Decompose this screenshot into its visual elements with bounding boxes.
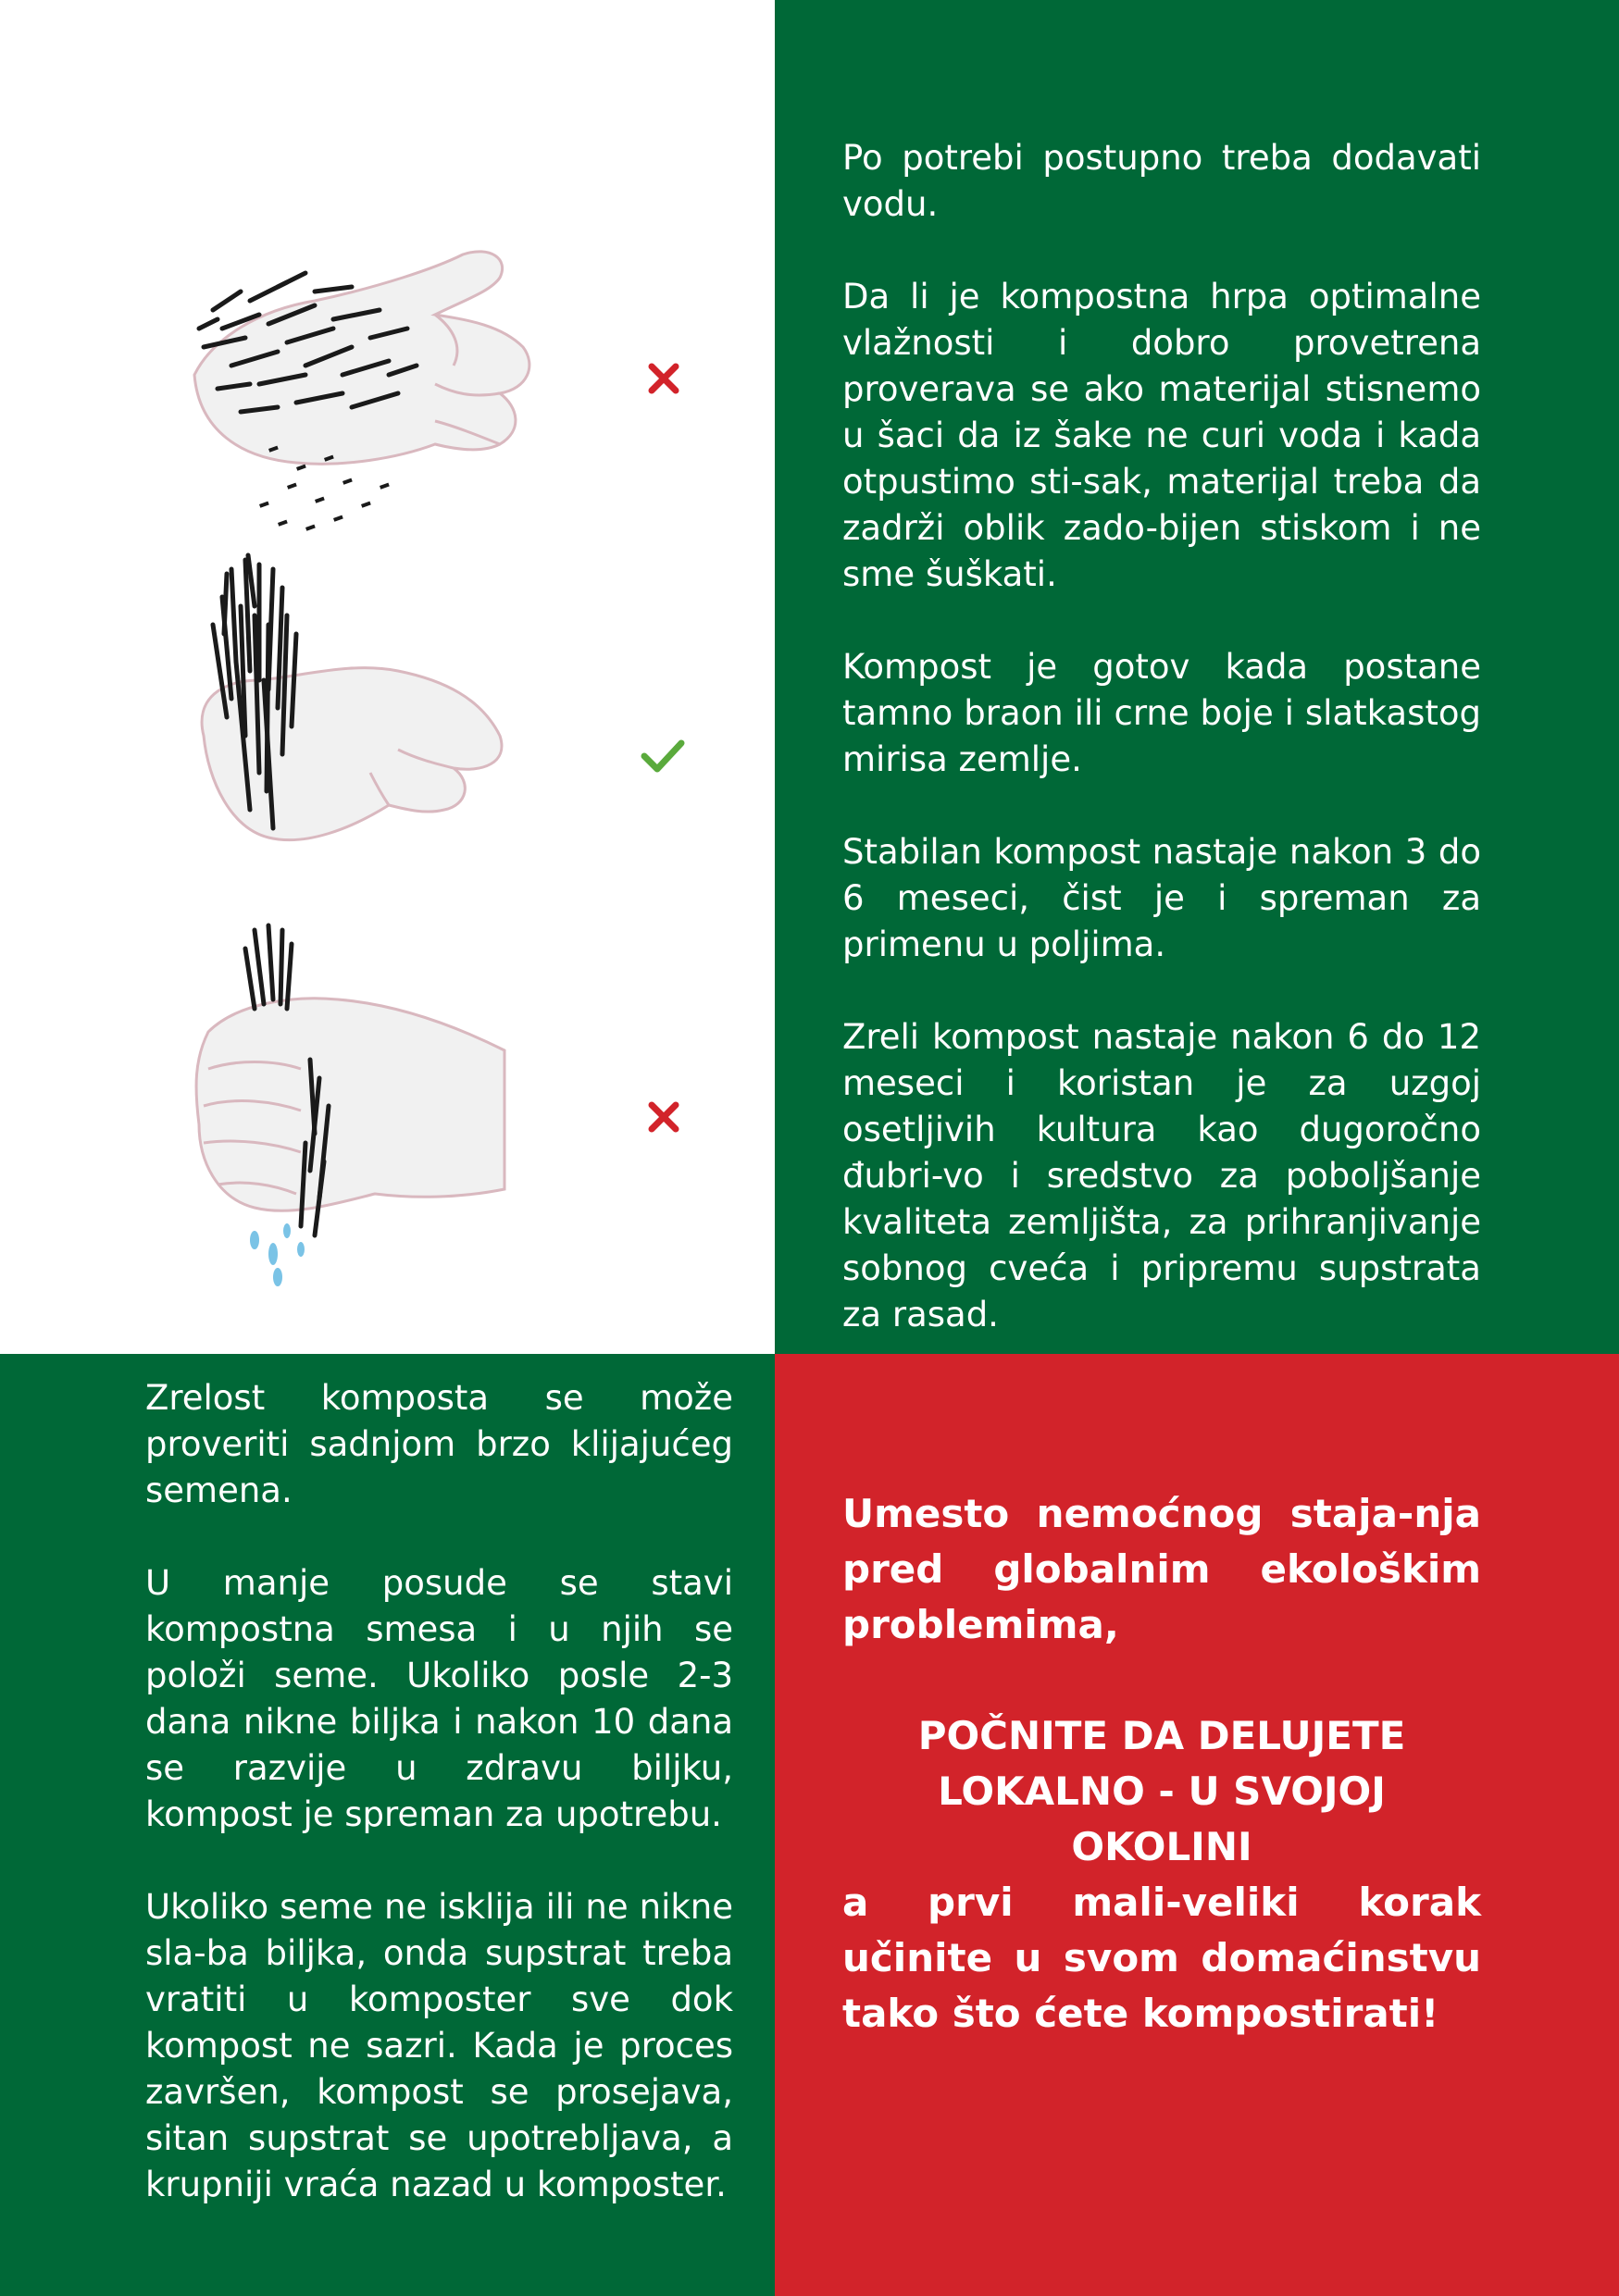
paragraph-moisture-test: Da li je kompostna hrpa optimalne vlažnosti i dobro provetrena proverava se ako materijal stisnemo u šaci da iz šake ne curi voda i kada otpustimo sti-sak, materijal treba da zadrži oblik zado-bijen stiskom i ne sme šuškati. <box>842 277 1481 594</box>
cta-closing: a prvi mali-veliki korak učinite u svom domaćinstvu tako što ćete kompostirati! <box>842 1880 1481 2036</box>
cross-icon <box>646 1099 681 1135</box>
cta-intro: Umesto nemoćnog staja-nja pred globalnim ekološkim problemima, <box>842 1491 1481 1647</box>
call-to-action-panel <box>775 1354 1619 2296</box>
paragraph-seed-test: Zrelost komposta se može proveriti sadnjom brzo klijajućeg semena. <box>145 1378 733 1510</box>
maturity-test-panel <box>0 1354 775 2296</box>
paragraph-compost-ready: Kompost je gotov kada postane tamno braon ili crne boje i slatkastog mirisa zemlje. <box>842 647 1481 779</box>
hand-too-wet-illustration <box>181 921 532 1291</box>
cross-icon <box>646 361 681 396</box>
instructions-text <box>842 135 1481 1338</box>
maturity-test-text <box>145 1375 733 2208</box>
paragraph-seed-failure: Ukoliko seme ne isklija ili ne nikne sla-ba biljka, onda supstrat treba vratiti u komposter sve dok kompost ne sazri. Kada je proces završen, kompost se prosejava, sitan supstrat se upotrebljava, a krupniji vraća nazad u komposter. <box>145 1887 733 2204</box>
cta-headline: POČNITE DA DELUJETE LOKALNO - U SVOJOJ OKOLINI <box>917 1713 1406 1869</box>
instructions-panel <box>775 0 1619 1354</box>
paragraph-stable-compost: Stabilan kompost nastaje nakon 3 do 6 meseci, čist je i spreman za primenu u poljima. <box>842 832 1481 964</box>
hand-too-dry-illustration <box>157 236 546 551</box>
hand-optimal-illustration <box>167 551 518 856</box>
paragraph-mature-compost: Zreli kompost nastaje nakon 6 do 12 meseci i koristan je za uzgoj osetljivih kultura kao dugoročno đubri-vo i sredstvo za poboljšanje kvaliteta zemljišta, za prihranjivanje sobnog cveća i pripremu supstrata za rasad. <box>842 1017 1481 1334</box>
illustration-panel <box>0 0 775 1354</box>
check-icon <box>639 736 687 776</box>
paragraph-seed-procedure: U manje posude se stavi kompostna smesa i u njih se položi seme. Ukoliko posle 2-3 dana nikne biljka i nakon 10 dana se razvije u zdravu biljku, kompost je spreman za upotrebu. <box>145 1563 733 1834</box>
paragraph-add-water: Po potrebi postupno treba dodavati vodu. <box>842 138 1481 224</box>
